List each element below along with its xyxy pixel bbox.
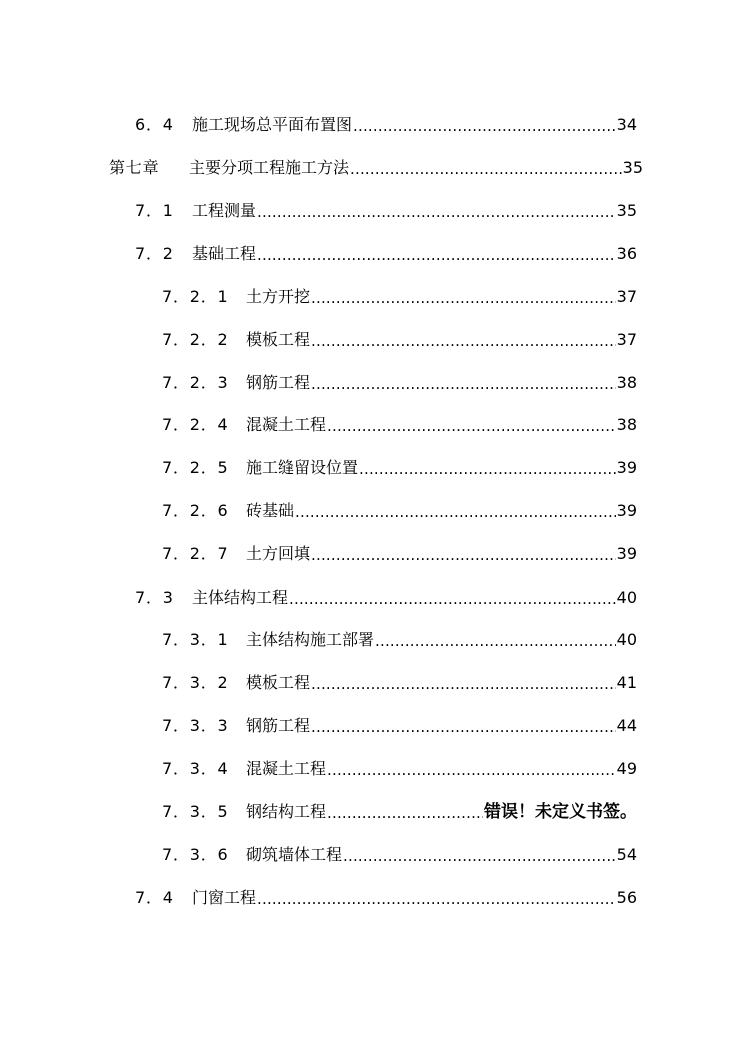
- toc-entry-page: 36: [616, 244, 637, 263]
- toc-entry-number: 7．3．4: [162, 759, 229, 778]
- dot-leader: [375, 628, 616, 654]
- dot-leader: [311, 714, 616, 740]
- toc-entry-page: 54: [616, 845, 637, 864]
- toc-entry-number: 7．2: [135, 244, 174, 263]
- dot-leader: [289, 586, 616, 612]
- toc-entry-number: 7．1: [135, 201, 174, 220]
- toc-entry-7-1[interactable]: [135, 198, 637, 224]
- toc-entry-7-2-7[interactable]: [162, 541, 637, 567]
- dot-leader: [311, 542, 616, 568]
- toc-entry-number: 7．3．1: [162, 630, 229, 649]
- toc-entry-title: 施工现场总平面布置图: [192, 115, 353, 134]
- dot-leader: [295, 499, 616, 525]
- toc-entry-7-2-6[interactable]: [162, 498, 637, 524]
- dot-leader: [311, 371, 616, 397]
- toc-entry-page: 56: [616, 888, 637, 907]
- dot-leader: [257, 886, 616, 912]
- dot-leader: [327, 757, 616, 783]
- toc-entry-number: 7．3．3: [162, 716, 229, 735]
- toc-entry-7-3-3[interactable]: [162, 713, 637, 739]
- toc-entry-title: 模板工程: [246, 673, 311, 692]
- toc-entry-page: 35: [616, 201, 637, 220]
- toc-entry-page: 37: [616, 330, 637, 349]
- dot-leader: [257, 199, 616, 225]
- toc-entry-7-2-2[interactable]: [162, 327, 637, 353]
- toc-entry-6-4[interactable]: [135, 112, 637, 138]
- toc-entry-7-4[interactable]: [135, 885, 637, 911]
- toc-entry-7-3[interactable]: [135, 585, 637, 611]
- toc-entry-title: 混凝土工程: [246, 759, 327, 778]
- toc-entry-7-3-4[interactable]: [162, 756, 637, 782]
- toc-entry-page: 37: [616, 287, 637, 306]
- dot-leader: [327, 413, 616, 439]
- toc-entry-page: 39: [616, 458, 637, 477]
- toc-entry-title: 模板工程: [246, 330, 311, 349]
- toc-entry-chapter-7[interactable]: [109, 155, 643, 181]
- toc-entry-title: 砌筑墙体工程: [246, 845, 343, 864]
- toc-entry-7-2-5[interactable]: [162, 455, 637, 481]
- toc-entry-7-2-3[interactable]: [162, 370, 637, 396]
- toc-entry-7-3-2[interactable]: [162, 670, 637, 696]
- toc-entry-page: 39: [616, 501, 637, 520]
- toc-entry-number: 7．2．6: [162, 501, 229, 520]
- dot-leader: [350, 156, 622, 182]
- toc-entry-page: 40: [616, 630, 637, 649]
- toc-entry-number: 7．2．2: [162, 330, 229, 349]
- toc-entry-page: 49: [616, 759, 637, 778]
- toc-entry-number: 7．3: [135, 588, 174, 607]
- toc-entry-title: 混凝土工程: [246, 415, 327, 434]
- toc-entry-page: 41: [616, 673, 637, 692]
- toc-entry-number: 7．3．6: [162, 845, 229, 864]
- dot-leader: [257, 242, 616, 268]
- toc-entry-number: 7．4: [135, 888, 174, 907]
- toc-entry-7-2-4[interactable]: [162, 412, 637, 438]
- toc-entry-page: 39: [616, 544, 637, 563]
- toc-entry-page: 44: [616, 716, 637, 735]
- dot-leader: [359, 456, 616, 482]
- toc-entry-title: 工程测量: [192, 201, 257, 220]
- toc-entry-number: 7．3．2: [162, 673, 229, 692]
- toc-entry-number: 6．4: [135, 115, 174, 134]
- toc-entry-7-2-1[interactable]: [162, 284, 637, 310]
- dot-leader: [311, 671, 616, 697]
- toc-entry-title: 基础工程: [192, 244, 257, 263]
- toc-entry-title: 钢筋工程: [246, 373, 311, 392]
- dot-leader: [343, 843, 616, 869]
- toc-entry-page: 38: [616, 373, 637, 392]
- toc-entry-page: 40: [616, 588, 637, 607]
- toc-entry-7-3-5[interactable]: [162, 799, 637, 825]
- toc-entry-number: 7．2．7: [162, 544, 229, 563]
- toc-entry-title: 砖基础: [246, 501, 295, 520]
- toc-entry-page: 34: [616, 115, 637, 134]
- toc-entry-title: 钢结构工程: [246, 802, 327, 821]
- dot-leader: [327, 800, 483, 826]
- toc-entry-number: 7．2．4: [162, 415, 229, 434]
- toc-entry-number: 7．2．3: [162, 373, 229, 392]
- toc-entry-number: 7．2．1: [162, 287, 229, 306]
- toc-entry-title: 门窗工程: [192, 888, 257, 907]
- toc-entry-title: 施工缝留设位置: [246, 458, 359, 477]
- dot-leader: [311, 328, 616, 354]
- toc-entry-title: 主体结构施工部署: [246, 630, 375, 649]
- toc-entry-page-error: 错误！未定义书签。: [484, 802, 637, 822]
- toc-entry-number: 7．2．5: [162, 458, 229, 477]
- dot-leader: [311, 285, 616, 311]
- toc-entry-number: 7．3．5: [162, 802, 229, 821]
- toc-entry-title: 主要分项工程施工方法: [189, 158, 350, 177]
- toc-entry-7-3-6[interactable]: [162, 842, 637, 868]
- dot-leader: [353, 113, 616, 139]
- toc-entry-title: 土方回填: [246, 544, 311, 563]
- toc-entry-title: 钢筋工程: [246, 716, 311, 735]
- toc-entry-page: 35: [622, 158, 643, 177]
- toc-entry-title: 土方开挖: [246, 287, 311, 306]
- toc-entry-7-3-1[interactable]: [162, 627, 637, 653]
- toc-entry-title: 主体结构工程: [192, 588, 289, 607]
- toc-entry-7-2[interactable]: [135, 241, 637, 267]
- toc-entry-number: 第七章: [109, 158, 160, 177]
- toc-entry-page: 38: [616, 415, 637, 434]
